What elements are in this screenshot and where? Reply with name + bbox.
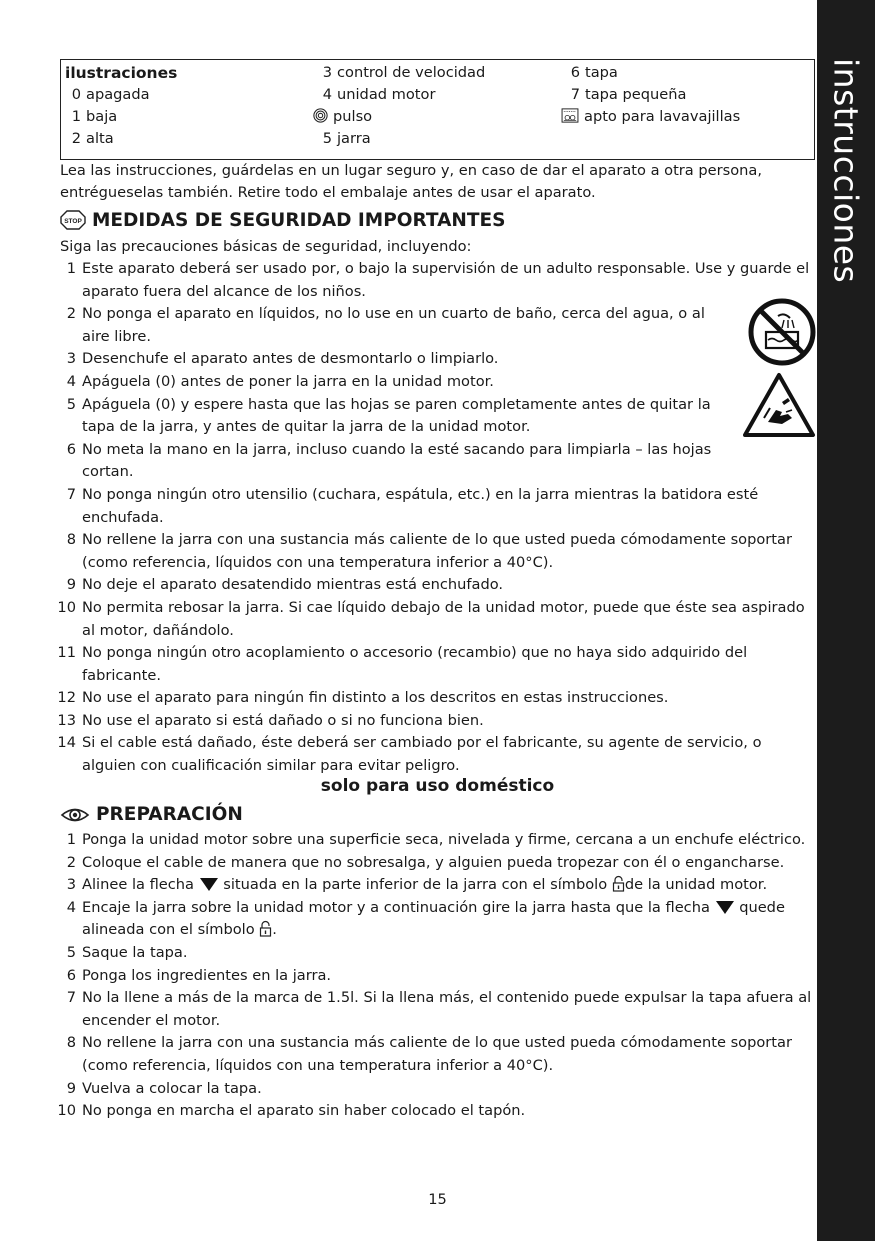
list-item: 13 No use el aparato si está dañado o si no funciona bien. [57, 711, 484, 729]
dishwasher-icon [560, 108, 580, 123]
intro-paragraph: Lea las instrucciones, guárdelas en un lugar seguro y, en caso de dar el aparato a otra persona, entrégueselas también. Retire todo el embalaje antes de usar el aparato. [60, 162, 762, 201]
preparation-title: PREPARACIÓN [96, 804, 243, 825]
legend-item: 4 unidad motor [322, 86, 436, 103]
legend-item: 7 tapa pequeña [570, 86, 687, 103]
list-item: 12 No use el aparato para ningún fin distinto a los descritos en estas instrucciones. [57, 689, 669, 707]
safety-heading [60, 210, 506, 231]
list-item: 8 No rellene la jarra con una sustancia más caliente de lo que usted pueda cómodamente soportar (como referencia, líquidos con una temperatura inferior a 40°C). [66, 1034, 792, 1074]
eye-icon [60, 806, 90, 824]
blade-hazard-icon [742, 372, 816, 438]
illustrations-col-3 [564, 62, 740, 128]
no-water-icon [748, 298, 816, 366]
list-item: 5 Apáguela (0) y espere hasta que las hojas se paren completamente antes de quitar la tapa de la jarra, y antes de quitar la jarra de la unidad motor. [66, 395, 711, 436]
list-item: 9 Vuelva a colocar la tapa. [66, 1079, 262, 1097]
list-item: 3 Alinee la flecha situada en la parte inferior de la jarra con el símbolo de la unidad motor. [66, 876, 768, 894]
lock-icon [259, 920, 272, 937]
list-item: 10 No ponga en marcha el aparato sin haber colocado el tapón. [57, 1102, 526, 1120]
illustrations-box [60, 59, 815, 160]
preparation-heading [60, 804, 243, 825]
list-item: 4 Apáguela (0) antes de poner la jarra en la unidad motor. [66, 372, 494, 390]
safety-lead: Siga las precauciones básicas de seguridad, incluyendo: [60, 238, 472, 255]
safety-list [57, 258, 817, 778]
list-item: 6 Ponga los ingredientes en la jarra. [66, 966, 332, 984]
domestic-use-note: solo para uso doméstico [320, 776, 555, 796]
list-item: 14 Si el cable está dañado, éste deberá ser cambiado por el fabricante, su agente de servicio, o alguien con cualificación similar para evitar peligro. [57, 734, 762, 775]
arrow-down-icon [199, 877, 219, 892]
legend-item: 0 apagada [71, 86, 150, 103]
list-item: 1 Este aparato deberá ser usado por, o bajo la supervisión de un adulto responsable. Use y guarde el aparato fuera del alcance de los niños. [66, 260, 810, 300]
legend-item: 5 jarra [322, 130, 371, 147]
list-item: 11 No ponga ningún otro acoplamiento o accesorio (recambio) que no haya sido adquirido del fabricante. [57, 644, 748, 684]
side-tab-label: instrucciones [826, 58, 866, 284]
page-number: 15 [428, 1191, 447, 1208]
list-item: 7 No la llene a más de la marca de 1.5l. Si la llena más, el contenido puede expulsar la tapa afuera al encender el motor. [66, 989, 812, 1029]
list-item: 2 Coloque el cable de manera que no sobresalga, y alguien pueda tropezar con él o engancharse. [66, 853, 785, 871]
illustrations-title: ilustraciones [65, 64, 178, 82]
pulse-icon [312, 108, 329, 123]
svg-text:STOP: STOP [64, 218, 82, 225]
list-item: 4 Encaje la jarra sobre la unidad motor y a continuación gire la jarra hasta que la flecha quede alineada con el símbolo . [66, 898, 785, 939]
list-item: 3 Desenchufe el aparato antes de desmontarlo o limpiarlo. [66, 350, 499, 368]
list-item: 7 No ponga ningún otro utensilio (cuchara, espátula, etc.) en la jarra mientras la batidora esté enchufada. [66, 485, 759, 526]
illustrations-col-2 [316, 62, 485, 150]
list-item: 9 No deje el aparato desatendido mientras está enchufado. [66, 576, 504, 594]
list-item: 5 Saque la tapa. [66, 943, 188, 961]
preparation-list [57, 829, 834, 1123]
legend-item: pulso [312, 106, 485, 128]
legend-item: apto para lavavajillas [560, 106, 740, 128]
arrow-down-icon [715, 900, 735, 915]
stop-icon [60, 210, 86, 230]
list-item: 10 No permita rebosar la jarra. Si cae líquido debajo de la unidad motor, puede que éste sea aspirado al motor, dañándolo. [57, 598, 805, 639]
legend-item: 3 control de velocidad [322, 64, 486, 81]
list-item: 8 No rellene la jarra con una sustancia más caliente de lo que usted pueda cómodamente soportar (como referencia, líquidos con una temperatura inferior a 40°C). [66, 531, 792, 571]
lock-icon [612, 875, 625, 892]
safety-title: MEDIDAS DE SEGURIDAD IMPORTANTES [92, 210, 506, 231]
list-item: 6 No meta la mano en la jarra, incluso cuando la esté sacando para limpiarla – las hojas cortan. [66, 440, 712, 481]
list-item: 2 No ponga el aparato en líquidos, no lo use en un cuarto de baño, cerca del agua, o al aire libre. [66, 305, 705, 345]
list-item: 1 Ponga la unidad motor sobre una superficie seca, nivelada y firme, cercana a un enchufe eléctrico. [66, 831, 806, 848]
legend-item: 1 baja [71, 108, 118, 125]
legend-item: 6 tapa [570, 64, 618, 81]
illustrations-col-1 [65, 62, 177, 150]
legend-item: 2 alta [71, 130, 114, 147]
